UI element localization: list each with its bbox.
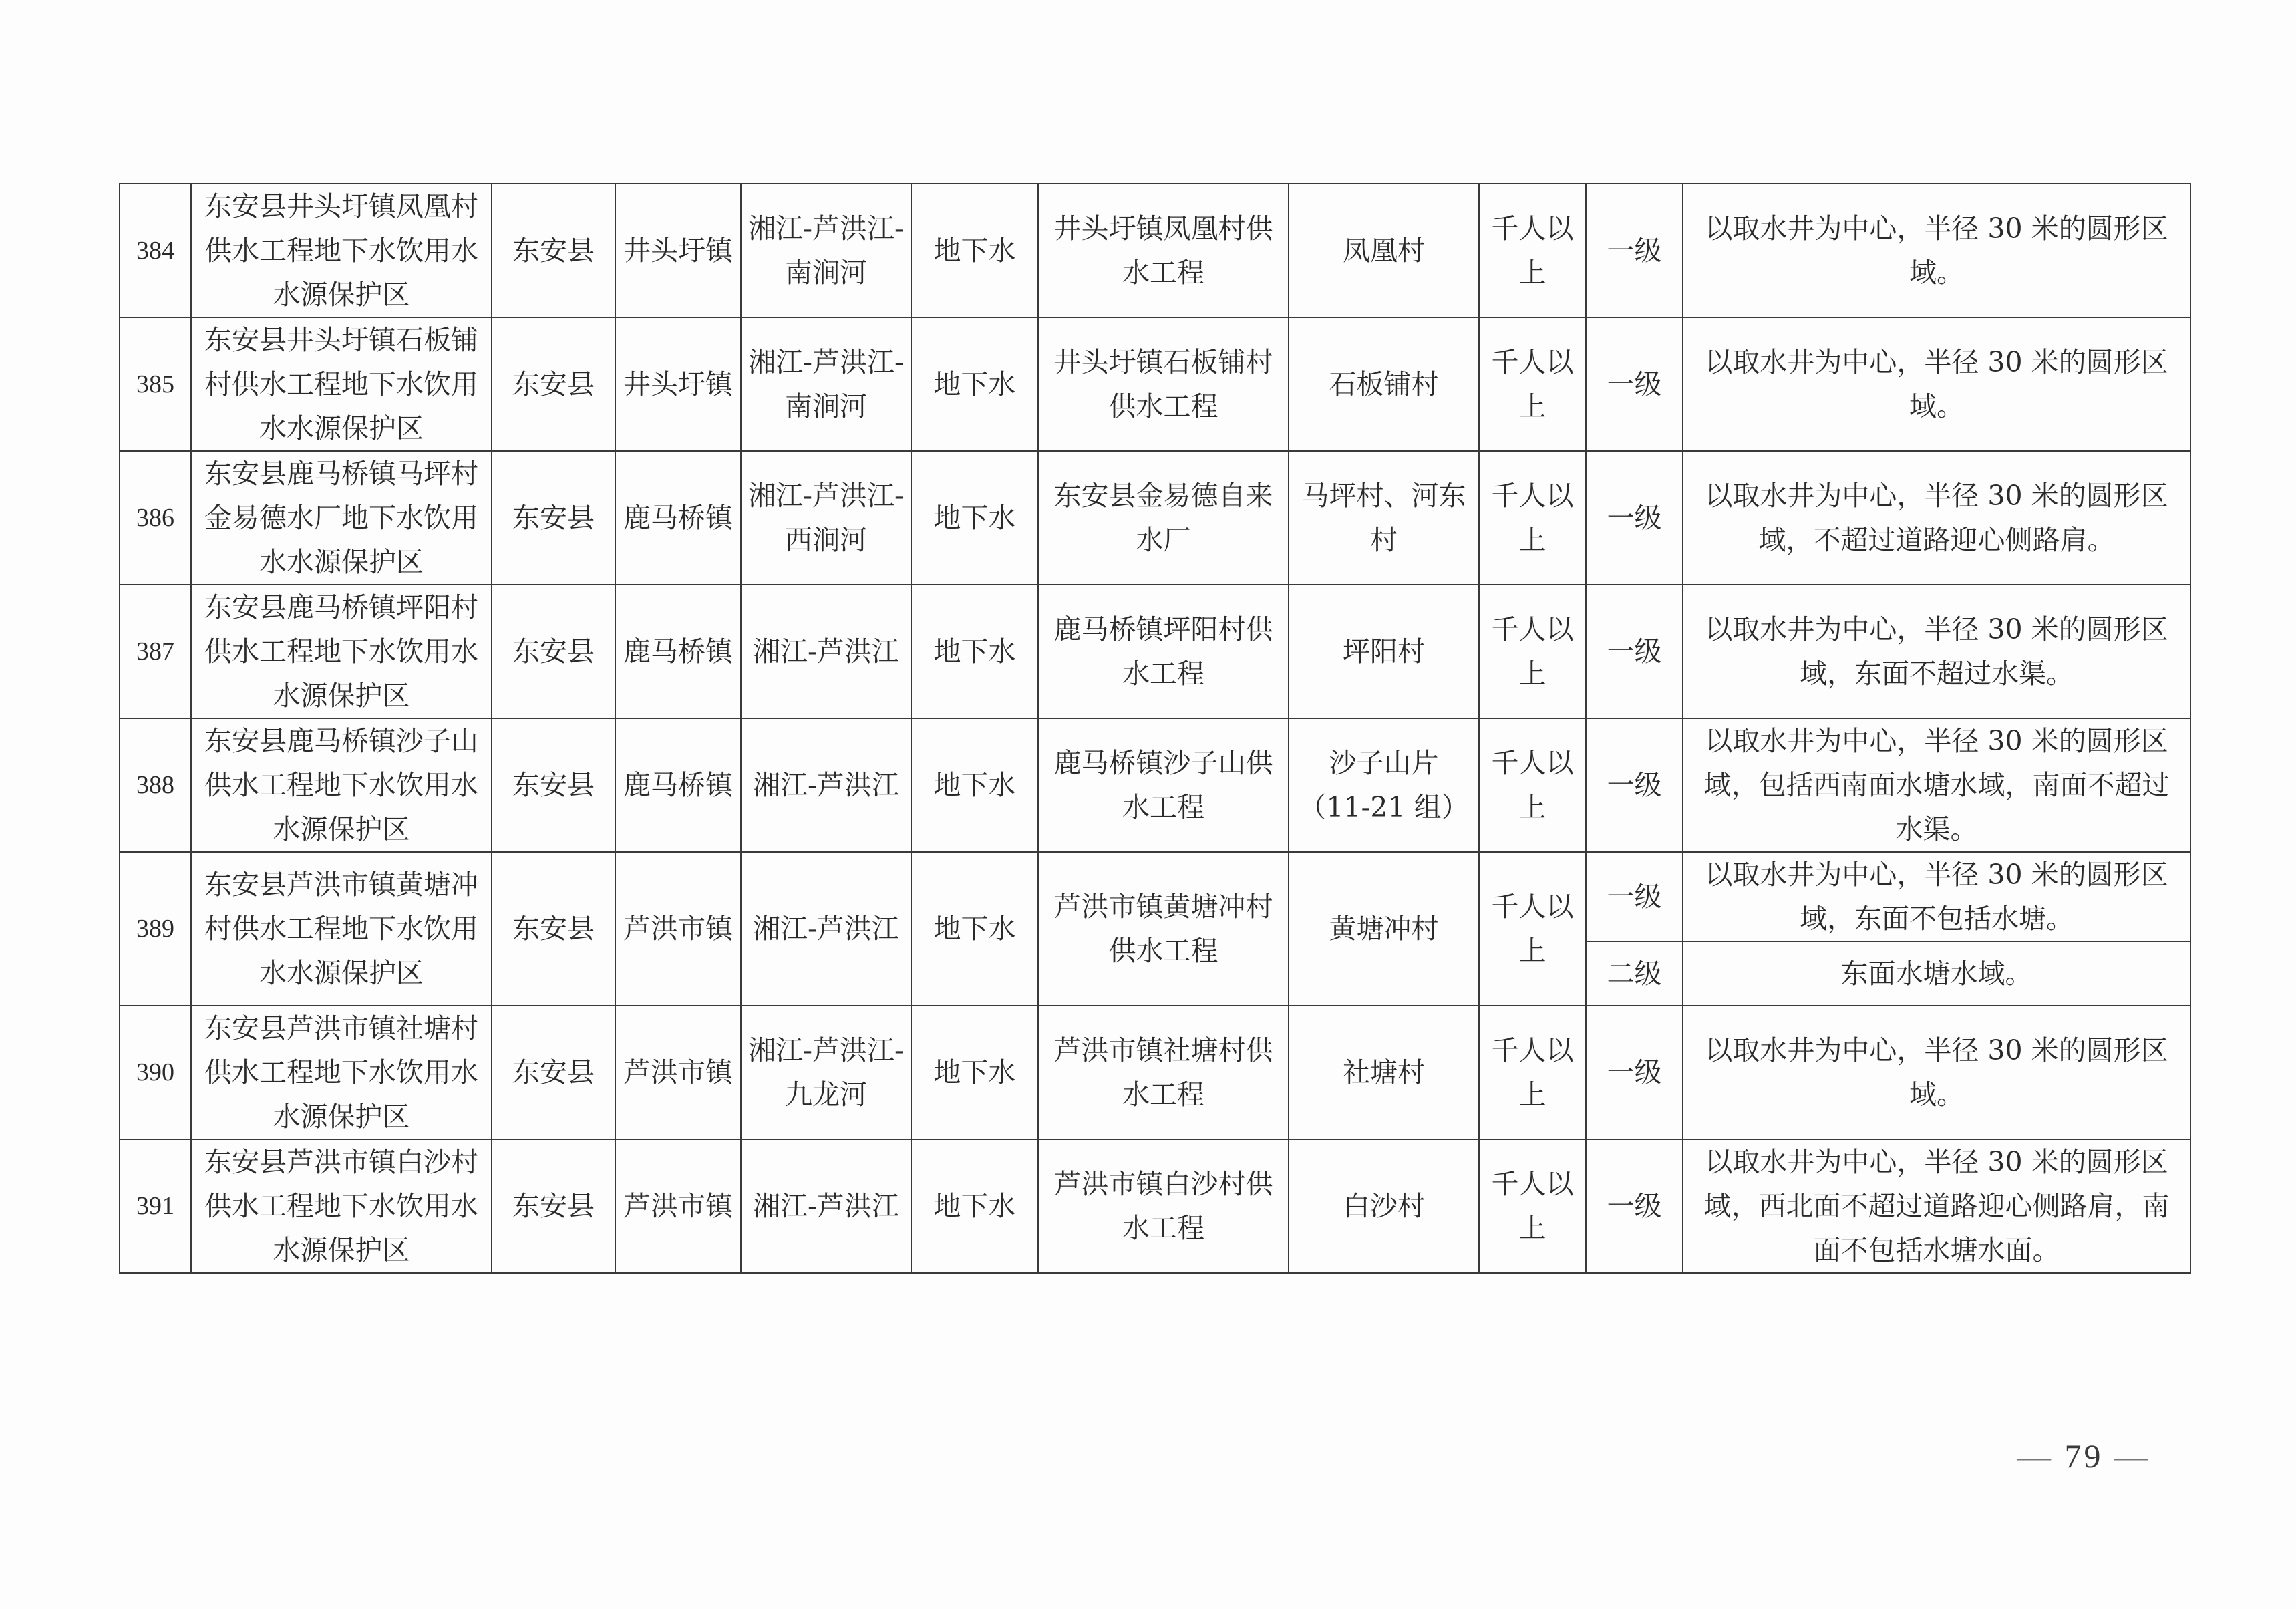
supply-scale: 千人以上	[1479, 1139, 1586, 1273]
supply-scale: 千人以上	[1479, 585, 1586, 718]
river-basin: 湘江-芦洪江-西涧河	[741, 451, 911, 585]
served-villages: 黄塘冲村	[1289, 852, 1479, 1006]
water-type: 地下水	[911, 852, 1038, 1006]
table-row	[120, 1139, 2190, 1273]
row-number: 385	[120, 317, 191, 451]
served-villages: 石板铺村	[1289, 317, 1479, 451]
town: 鹿马桥镇	[615, 718, 741, 852]
zone-name: 东安县井头圩镇凤凰村供水工程地下水饮用水水源保护区	[191, 184, 492, 317]
county: 东安县	[492, 718, 615, 852]
water-type: 地下水	[911, 1006, 1038, 1139]
town: 鹿马桥镇	[615, 585, 741, 718]
served-villages: 凤凰村	[1289, 184, 1479, 317]
supply-project: 芦洪市镇白沙村供水工程	[1038, 1139, 1289, 1273]
zone-name: 东安县井头圩镇石板铺村供水工程地下水饮用水水源保护区	[191, 317, 492, 451]
table-row	[120, 317, 2190, 451]
supply-project: 芦洪市镇黄塘冲村供水工程	[1038, 852, 1289, 1006]
table-row	[120, 451, 2190, 585]
row-number: 390	[120, 1006, 191, 1139]
zone-level: 一级	[1586, 718, 1683, 852]
town: 井头圩镇	[615, 184, 741, 317]
table-row	[120, 184, 2190, 317]
zone-level-secondary: 二级	[1586, 941, 1683, 1006]
row-number: 386	[120, 451, 191, 585]
zone-range: 以取水井为中心，半径 30 米的圆形区域，西北面不超过道路迎心侧路肩，南面不包括水塘水面。	[1683, 1139, 2190, 1273]
served-villages: 沙子山片（11-21 组）	[1289, 718, 1479, 852]
zone-level: 一级	[1586, 317, 1683, 451]
table-row	[120, 585, 2190, 718]
served-villages: 白沙村	[1289, 1139, 1479, 1273]
zone-level: 一级	[1586, 451, 1683, 585]
town: 井头圩镇	[615, 317, 741, 451]
protection-zone-table	[119, 183, 2191, 1274]
river-basin: 湘江-芦洪江-南涧河	[741, 184, 911, 317]
served-villages: 社塘村	[1289, 1006, 1479, 1139]
supply-scale: 千人以上	[1479, 852, 1586, 1006]
zone-name: 东安县芦洪市镇白沙村供水工程地下水饮用水水源保护区	[191, 1139, 492, 1273]
river-basin: 湘江-芦洪江-九龙河	[741, 1006, 911, 1139]
zone-range: 以取水井为中心，半径 30 米的圆形区域，东面不超过水渠。	[1683, 585, 2190, 718]
row-number: 384	[120, 184, 191, 317]
supply-project: 鹿马桥镇坪阳村供水工程	[1038, 585, 1289, 718]
zone-level: 一级	[1586, 1006, 1683, 1139]
zone-name: 东安县鹿马桥镇坪阳村供水工程地下水饮用水水源保护区	[191, 585, 492, 718]
river-basin: 湘江-芦洪江	[741, 1139, 911, 1273]
water-type: 地下水	[911, 718, 1038, 852]
supply-scale: 千人以上	[1479, 184, 1586, 317]
zone-level: 一级	[1586, 184, 1683, 317]
water-type: 地下水	[911, 585, 1038, 718]
county: 东安县	[492, 1139, 615, 1273]
river-basin: 湘江-芦洪江	[741, 585, 911, 718]
served-villages: 坪阳村	[1289, 585, 1479, 718]
town: 鹿马桥镇	[615, 451, 741, 585]
zone-range-secondary: 东面水塘水域。	[1683, 941, 2190, 1006]
zone-range: 以取水井为中心，半径 30 米的圆形区域，包括西南面水塘水域，南面不超过水渠。	[1683, 718, 2190, 852]
town: 芦洪市镇	[615, 1139, 741, 1273]
river-basin: 湘江-芦洪江	[741, 718, 911, 852]
zone-range: 以取水井为中心，半径 30 米的圆形区域。	[1683, 184, 2190, 317]
town: 芦洪市镇	[615, 1006, 741, 1139]
water-type: 地下水	[911, 451, 1038, 585]
zone-range: 以取水井为中心，半径 30 米的圆形区域，不超过道路迎心侧路肩。	[1683, 451, 2190, 585]
county: 东安县	[492, 585, 615, 718]
zone-level: 一级	[1586, 1139, 1683, 1273]
supply-project: 鹿马桥镇沙子山供水工程	[1038, 718, 1289, 852]
zone-name: 东安县鹿马桥镇马坪村金易德水厂地下水饮用水水源保护区	[191, 451, 492, 585]
table-row	[120, 852, 2190, 941]
town: 芦洪市镇	[615, 852, 741, 1006]
county: 东安县	[492, 317, 615, 451]
zone-range: 以取水井为中心，半径 30 米的圆形区域，东面不包括水塘。	[1683, 852, 2190, 941]
river-basin: 湘江-芦洪江-南涧河	[741, 317, 911, 451]
supply-project: 井头圩镇石板铺村供水工程	[1038, 317, 1289, 451]
county: 东安县	[492, 852, 615, 1006]
water-type: 地下水	[911, 184, 1038, 317]
zone-name: 东安县芦洪市镇社塘村供水工程地下水饮用水水源保护区	[191, 1006, 492, 1139]
table-row	[120, 718, 2190, 852]
table-row	[120, 1006, 2190, 1139]
supply-scale: 千人以上	[1479, 718, 1586, 852]
supply-scale: 千人以上	[1479, 451, 1586, 585]
page-number-value: 79	[2064, 1437, 2104, 1475]
served-villages: 马坪村、河东村	[1289, 451, 1479, 585]
county: 东安县	[492, 184, 615, 317]
zone-name: 东安县鹿马桥镇沙子山供水工程地下水饮用水水源保护区	[191, 718, 492, 852]
supply-scale: 千人以上	[1479, 317, 1586, 451]
river-basin: 湘江-芦洪江	[741, 852, 911, 1006]
zone-level: 一级	[1586, 852, 1683, 941]
zone-name: 东安县芦洪市镇黄塘冲村供水工程地下水饮用水水源保护区	[191, 852, 492, 1006]
supply-project: 东安县金易德自来水厂	[1038, 451, 1289, 585]
zone-level: 一级	[1586, 585, 1683, 718]
supply-scale: 千人以上	[1479, 1006, 1586, 1139]
water-type: 地下水	[911, 1139, 1038, 1273]
page-number: — 79 —	[2017, 1437, 2150, 1475]
water-type: 地下水	[911, 317, 1038, 451]
row-number: 391	[120, 1139, 191, 1273]
supply-project: 芦洪市镇社塘村供水工程	[1038, 1006, 1289, 1139]
county: 东安县	[492, 451, 615, 585]
row-number: 387	[120, 585, 191, 718]
row-number: 389	[120, 852, 191, 1006]
row-number: 388	[120, 718, 191, 852]
county: 东安县	[492, 1006, 615, 1139]
zone-range: 以取水井为中心，半径 30 米的圆形区域。	[1683, 1006, 2190, 1139]
zone-range: 以取水井为中心，半径 30 米的圆形区域。	[1683, 317, 2190, 451]
supply-project: 井头圩镇凤凰村供水工程	[1038, 184, 1289, 317]
